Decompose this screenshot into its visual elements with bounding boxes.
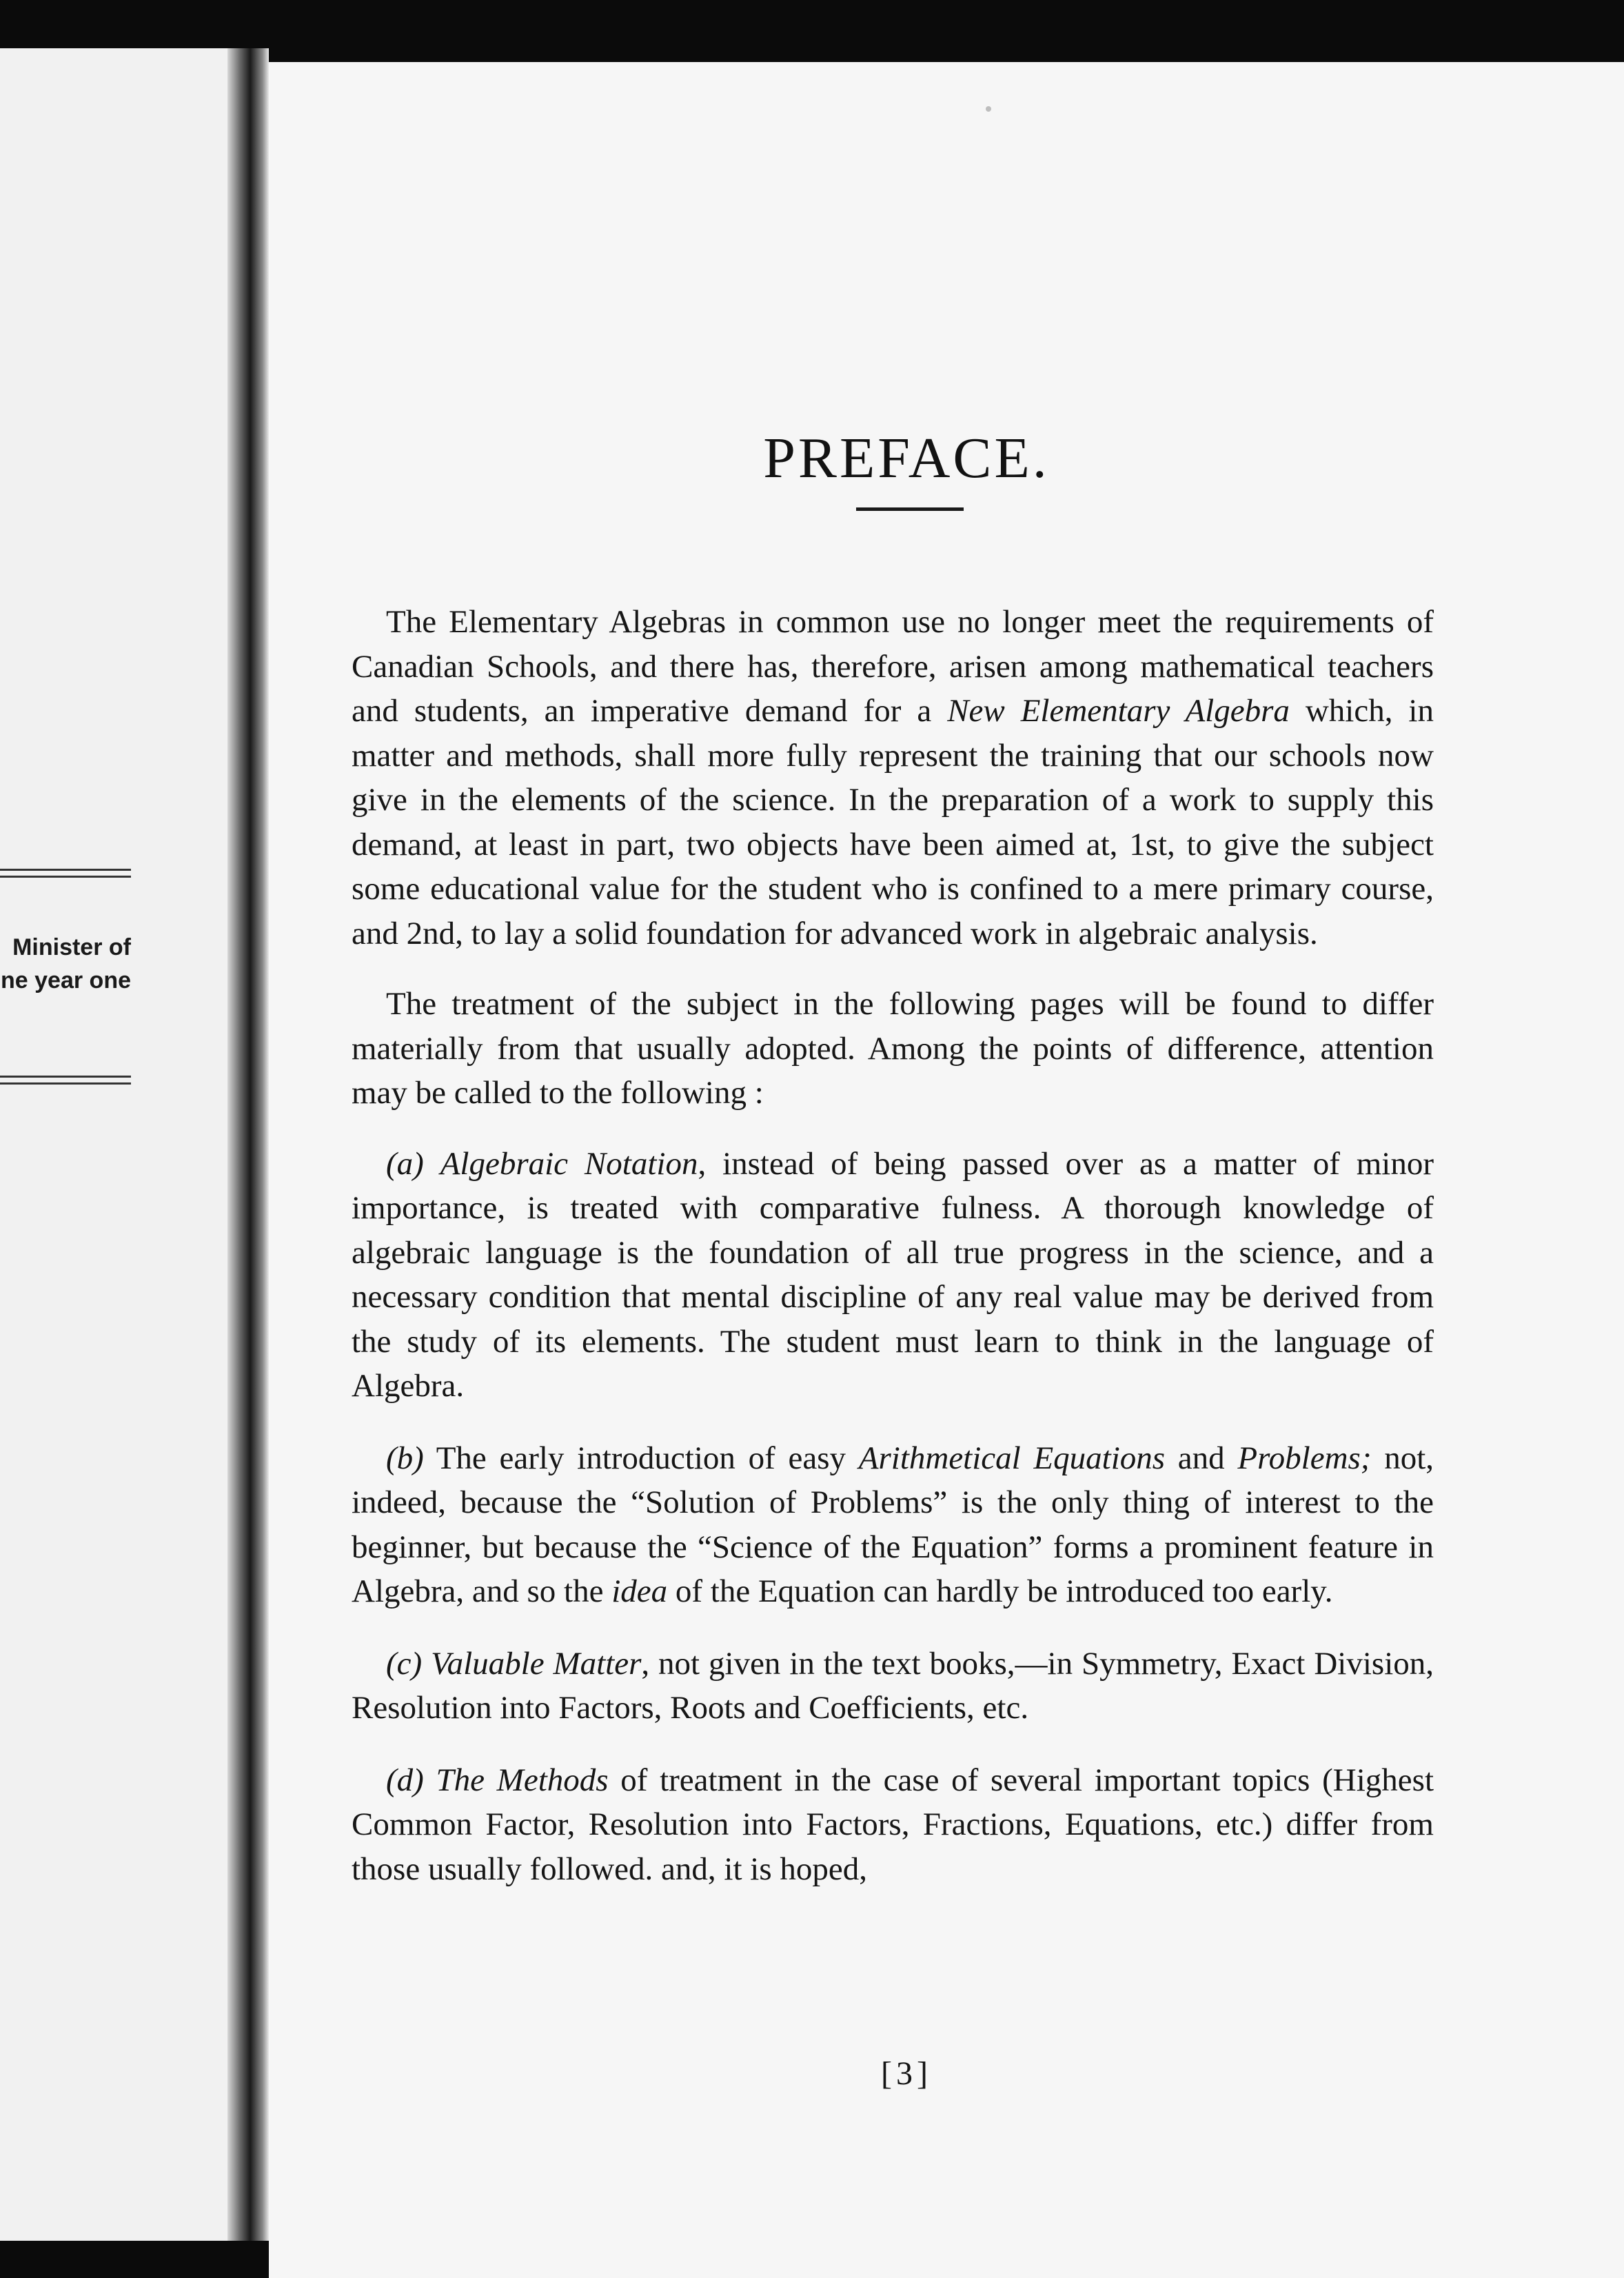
left-page-rule-top xyxy=(0,869,131,871)
item-b-text-1: The early introduction of easy xyxy=(423,1440,859,1476)
page-number: [3] xyxy=(881,2055,932,2092)
page-title: PREFACE. xyxy=(763,426,1050,491)
item-marker-c: (c) xyxy=(386,1645,423,1682)
item-b-heading-1: Arithmetical Equations xyxy=(858,1440,1166,1476)
paragraph-treatment: The treatment of the subject in the following pages will be found to differ materially from that usually adopted. Among the points of difference, attention may be called to the following : xyxy=(352,986,1434,1111)
list-item-c xyxy=(352,1642,1434,1731)
left-page-fragment-1: Minister of xyxy=(12,934,131,960)
left-page-rule-bottom xyxy=(0,1076,131,1078)
item-b-text-2: and xyxy=(1165,1440,1238,1476)
item-marker-a: (a) xyxy=(386,1145,424,1182)
paragraph-intro-text-end: which, in matter and methods, shall more fully represent the training that our schools now give in the elements of the science. In the preparation of a work to supply this demand, at least in part, two objects have been aimed at, 1st, to give the subject some educational value for the student who is confined to a mere primary course, and 2nd, to lay a solid foundation for advanced work in algebraic analysis. xyxy=(352,693,1434,951)
item-d-heading: The Methods xyxy=(436,1762,609,1798)
item-a-heading: Algebraic Notation xyxy=(440,1145,698,1182)
item-b-idea-italic: idea xyxy=(611,1573,668,1609)
preface-page xyxy=(269,62,1624,2278)
item-a-text: , instead of being passed over as a matter of minor importance, is treated with comparative fulness. A thorough knowledge of algebraic language is the foundation of all true progress in the science, and a necessary condition that mental discipline of any real value may be derived from the study of its elements. The student must learn to think in the language of Algebra. xyxy=(352,1145,1434,1404)
item-marker-b: (b) xyxy=(386,1440,424,1476)
list-item-d xyxy=(352,1758,1434,1892)
left-page-rule-top-2 xyxy=(0,876,131,878)
item-b-heading-2: Problems; xyxy=(1237,1440,1372,1476)
list-item-b xyxy=(352,1436,1434,1614)
item-d-text: of treatment in the case of several important topics (Highest Common Factor, Resolution into Factors, Fractions, Equations, etc.) differ from those usually followed. and, it is hoped, xyxy=(352,1762,1434,1887)
item-b-text-3: not, indeed, because the “Solution of Problems” is the only thing of interest to the beginner, but because the “Science of the Equation” forms a prominent feature in Algebra, and so the xyxy=(352,1440,1434,1609)
left-facing-page xyxy=(0,48,227,2241)
left-page-fragment-2: ne year one xyxy=(1,967,131,994)
title-rule xyxy=(856,507,964,511)
paragraph-intro-text: The Elementary Algebras in common use no longer meet the requirements of Canadian Schools, and there has, therefore, arisen among mathematical teachers and students, an imperative demand for a xyxy=(352,604,1434,729)
book-title-italic: New Elementary Algebra xyxy=(947,693,1290,729)
left-page-rule-bottom-2 xyxy=(0,1082,131,1085)
page-speck xyxy=(986,106,991,112)
book-gutter xyxy=(227,48,269,2241)
paragraph-intro xyxy=(352,600,1434,956)
list-item-a xyxy=(352,1142,1434,1409)
item-b-text-4: of the Equation can hardly be introduced too early. xyxy=(667,1573,1333,1609)
item-c-text: , not given in the text books,—in Symmetry, Exact Division, Resolution into Factors, Roots and Coefficients, etc. xyxy=(352,1645,1434,1726)
item-marker-d: (d) xyxy=(386,1762,424,1798)
preface-body xyxy=(352,600,1434,1919)
item-c-heading: Valuable Matter xyxy=(431,1645,642,1682)
